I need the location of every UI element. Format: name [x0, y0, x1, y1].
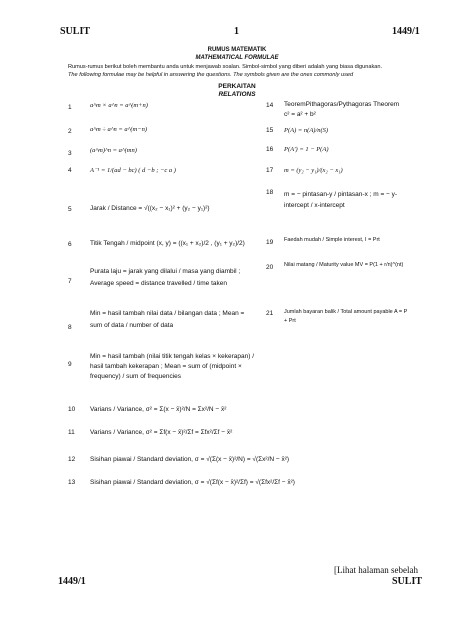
formula-2: a^m ÷ a^n = a^(m−n) [90, 126, 148, 133]
formula-number: 15 [266, 127, 274, 134]
section-title: PERKAITAN [218, 83, 256, 90]
formula-number: 11 [68, 429, 75, 436]
formula-number: 19 [266, 239, 274, 246]
title-sub: MATHEMATICAL FORMULAE [195, 55, 279, 61]
formula-13: Sisihan piawai / Standard deviation, σ = √(Σf(x − x̄)²/Σf) = √(Σfx²/Σf − x̄²) [90, 479, 295, 486]
formula-number: 10 [68, 406, 76, 413]
formula-1: a^m × a^n = a^(m+n) [90, 102, 148, 109]
continue-note: [Lihat halaman sebelah [334, 565, 418, 575]
formula-19: Faedah mudah / Simple interest, I = Prt [284, 237, 380, 243]
formula-3: (a^m)^n = a^(mn) [90, 147, 137, 154]
formula-number: 12 [68, 456, 76, 463]
formula-number: 13 [68, 479, 76, 486]
formula-number: 2 [68, 128, 72, 135]
formula-10: Varians / Variance, σ² = Σ(x − x̄)²/N = Σx²/N − x̄² [90, 406, 227, 413]
formula-17: m = (y₂ − y₁)/(x₂ − x₁) [284, 167, 343, 174]
footer-left: 1449/1 [58, 576, 86, 587]
formula-21: Jumlah bayaran balik / Total amount payable A = P + Prt [284, 309, 408, 324]
formula-number: 20 [266, 264, 274, 271]
formula-number: 3 [68, 150, 72, 157]
formula-number: 7 [68, 278, 72, 285]
header-right: 1449/1 [392, 26, 420, 37]
formula-number: 8 [68, 324, 72, 331]
formula-20: Nilai matang / Maturity value MV = P(1 + r/n)^(nt) [284, 262, 404, 268]
formula-16: P(A′) = 1 − P(A) [284, 146, 329, 153]
intro-english: The following formulae may be helpful in answering the questions. The symbols given are the ones commonly used [68, 72, 354, 78]
formula-number: 6 [68, 241, 72, 248]
intro-malay: Rumus-rumus berikut boleh membantu anda untuk menjawab soalan. Simbol-simbol yang diberi adalah yang biasa digunakan. [68, 64, 383, 70]
formula-number: 14 [266, 102, 274, 109]
section-title-english: RELATIONS [218, 91, 256, 98]
formula-number: 21 [266, 310, 274, 317]
formula-number: 17 [266, 167, 274, 174]
page-number: 1 [234, 26, 239, 37]
formula-number: 16 [266, 146, 274, 153]
formula-9: Min = hasil tambah (nilai titik tengah kelas × kekerapan) / hasil tambah kekerapan ; Mean = sum of (midpoint × frequency) / sum of frequencies [90, 353, 255, 380]
formula-number: 18 [266, 189, 274, 196]
footer-right: SULIT [392, 576, 423, 587]
formula-number: 1 [68, 104, 72, 111]
formula-5: Jarak / Distance = √((x₂ − x₁)² + (y₂ − y₁)²) [90, 205, 210, 212]
formula-8: Min = hasil tambah nilai data / bilangan data ; Mean = sum of data / number of data [90, 310, 245, 329]
formula-4: A⁻¹ = 1/(ad − bc) ( d −b ; −c a ) [90, 167, 176, 174]
formula-number: 5 [68, 206, 72, 213]
formula-15: P(A) = n(A)/n(S) [284, 127, 329, 134]
formula-11: Varians / Variance, σ² = Σf(x − x̄)²/Σf = Σfx²/Σf − x̄² [90, 429, 233, 436]
formula-number: 4 [68, 167, 72, 174]
formula-18: m = − pintasan-y / pintasan-x ; m = − y-intercept / x-intercept [284, 191, 398, 209]
formula-7: Purata laju = jarak yang dilalui / masa yang diambil ; Average speed = distance travelled / time taken [90, 268, 241, 287]
header-left: SULIT [60, 26, 91, 37]
formula-14: TeoremPithagoras/Pythagoras Theorem c² = a² + b² [284, 101, 400, 118]
title-main: RUMUS MATEMATIK [207, 47, 267, 53]
formula-12: Sisihan piawai / Standard deviation, σ = √(Σ(x − x̄)²/N) = √(Σx²/N − x̄²) [90, 456, 290, 463]
formula-number: 9 [68, 361, 72, 368]
formula-6: Titik Tengah / midpoint (x, y) = ((x₁ + x₂)/2 , (y₁ + y₂)/2) [90, 240, 245, 247]
